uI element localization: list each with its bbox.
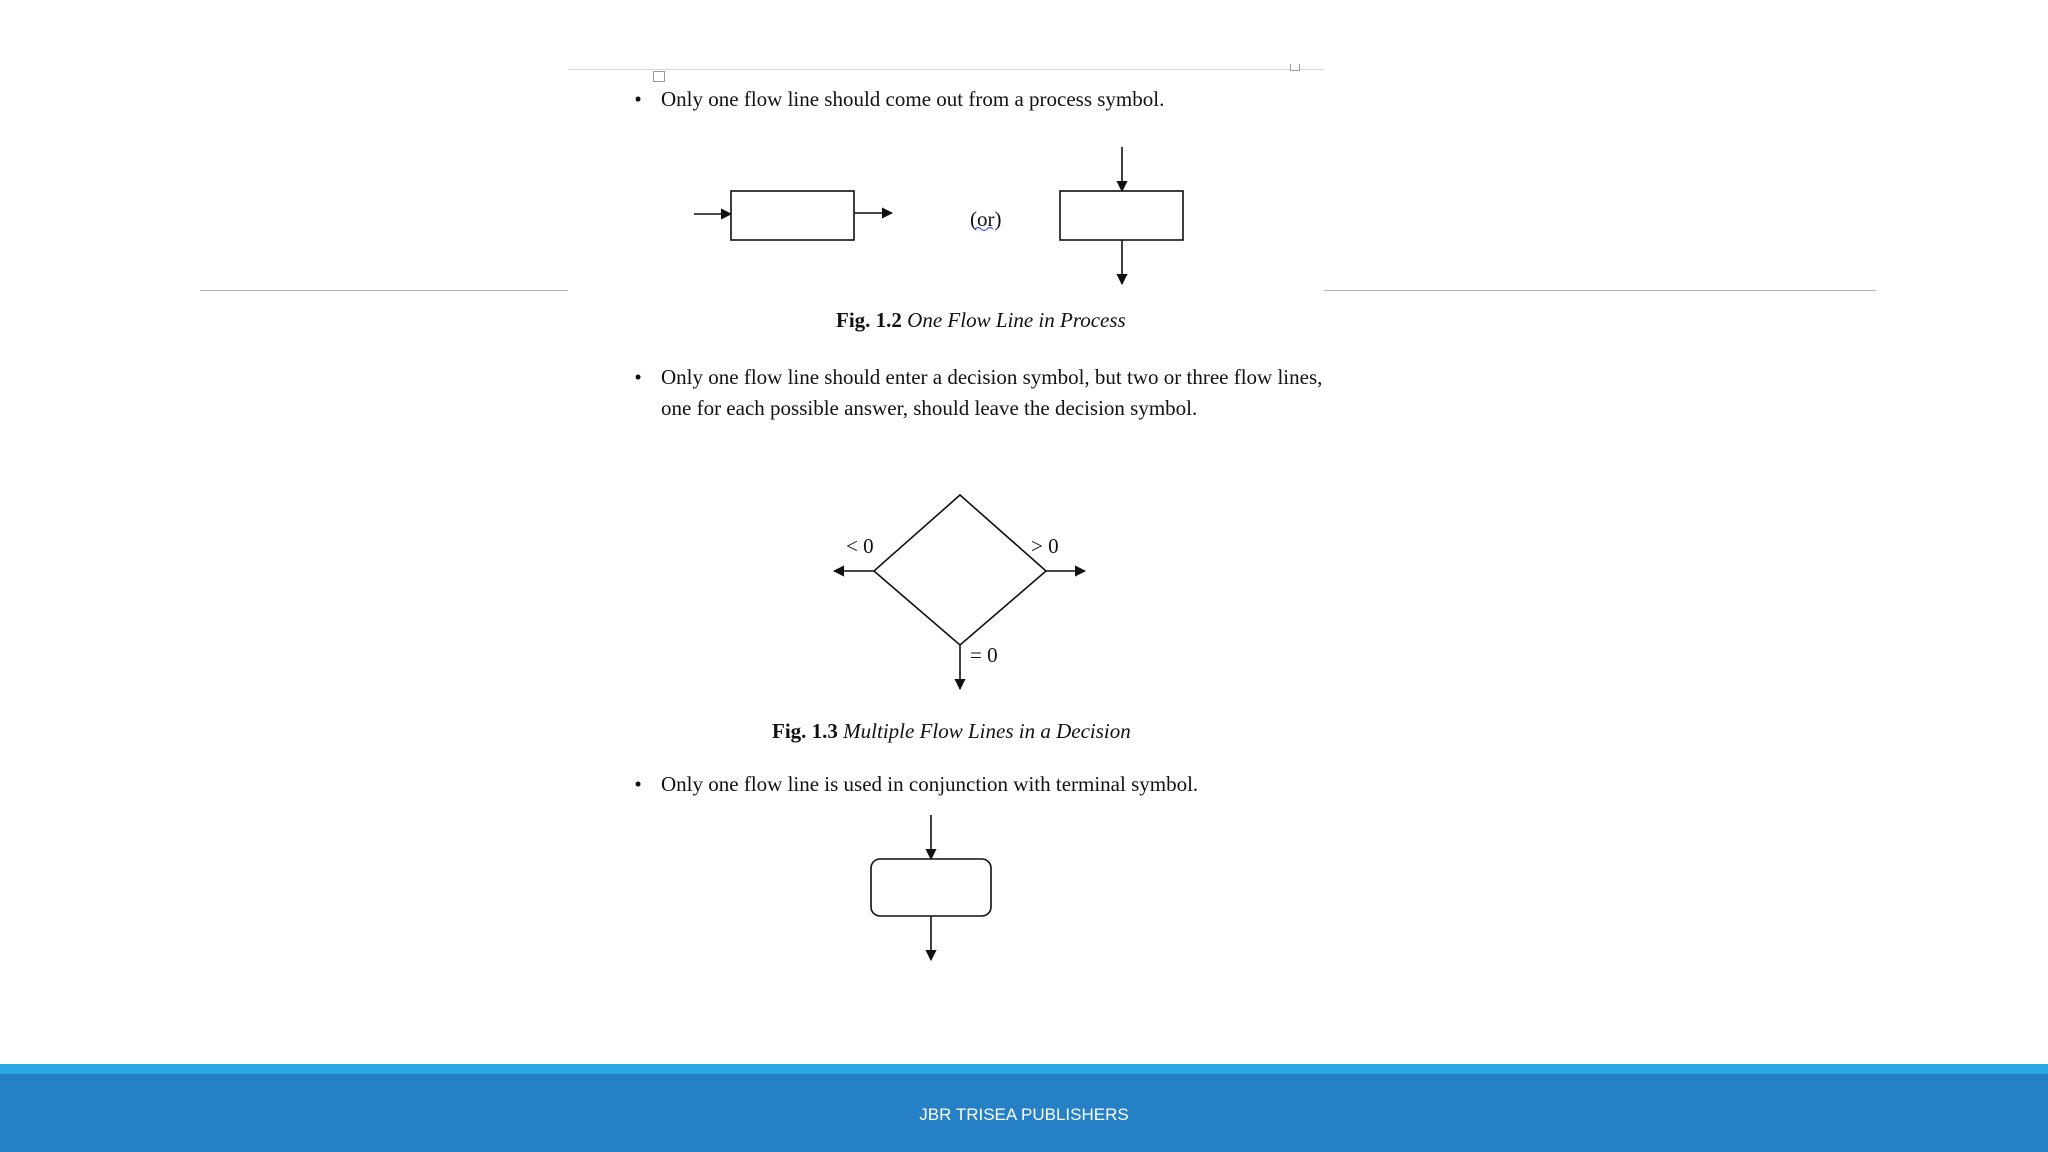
bullet-dot: •: [634, 772, 642, 796]
figure-caption-1-3: [772, 719, 1131, 744]
terminal-symbol: [871, 859, 991, 916]
bullet-text: Only one flow line is used in conjunction with terminal symbol.: [661, 772, 1199, 796]
figure-number: Fig. 1.2: [836, 308, 902, 332]
label-greater-than-zero: > 0: [1031, 534, 1059, 558]
footer-publisher-text: JBR TRISEA PUBLISHERS: [919, 1105, 1129, 1124]
process-symbol: [1060, 191, 1183, 240]
label-equals-zero: = 0: [970, 643, 998, 667]
process-vertical-diagram: [1060, 147, 1183, 284]
decision-symbol: [874, 495, 1046, 645]
figure-caption-1-2: [836, 308, 1126, 333]
label-less-than-zero: < 0: [846, 534, 874, 558]
bullet-text-line-1: Only one flow line should enter a decision symbol, but two or three flow lines,: [661, 365, 1323, 389]
process-horizontal-diagram: [694, 191, 892, 240]
process-symbol: [731, 191, 854, 240]
footer-accent-band: [0, 1064, 2048, 1074]
bullet-text: Only one flow line should come out from a process symbol.: [661, 87, 1165, 111]
or-label: (or): [970, 207, 1002, 231]
terminal-diagram: [871, 815, 991, 960]
figure-number: Fig. 1.3: [772, 719, 838, 743]
bullet-dot: •: [634, 365, 642, 389]
decision-diagram: [834, 495, 1085, 689]
figure-title: One Flow Line in Process: [907, 308, 1126, 332]
figure-title: Multiple Flow Lines in a Decision: [843, 719, 1131, 743]
bullet-dot: •: [634, 87, 642, 111]
bullet-text-line-2: one for each possible answer, should leave the decision symbol.: [661, 396, 1198, 420]
